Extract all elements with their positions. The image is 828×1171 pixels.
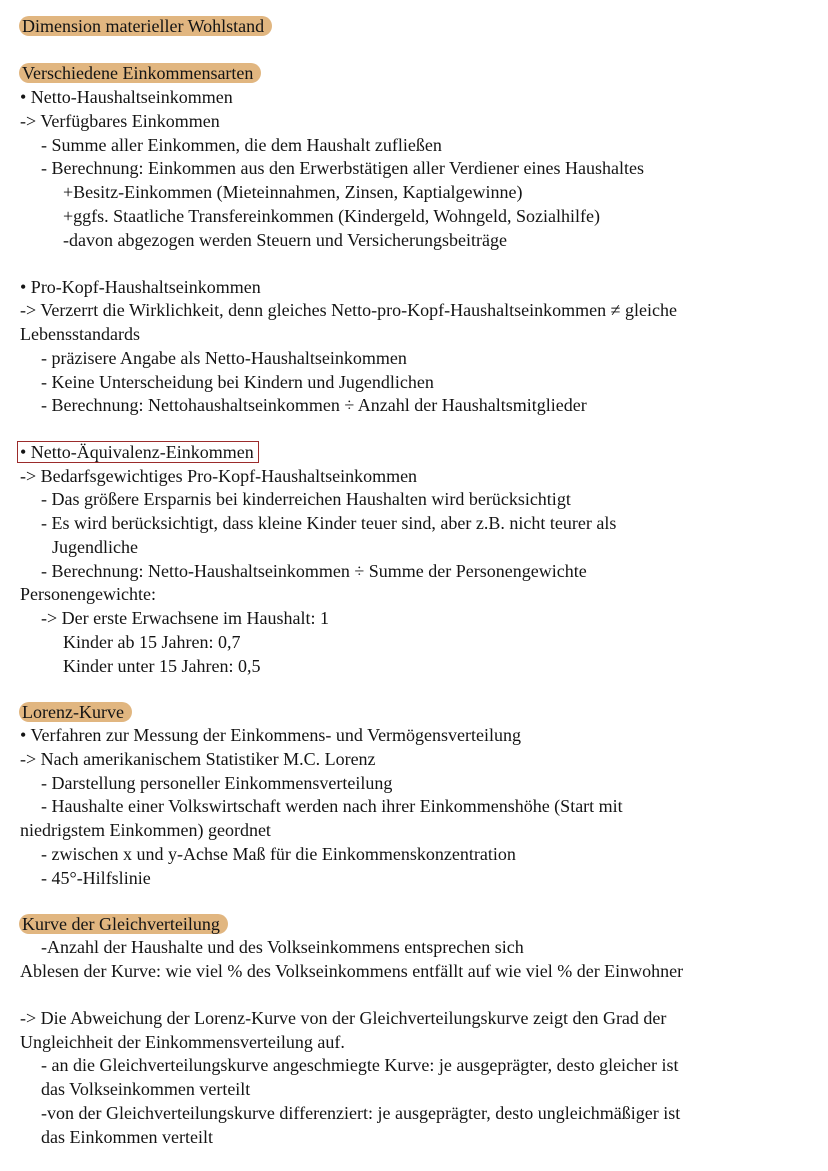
text-line: Ablesen der Kurve: wie viel % des Volkseinkommens entfällt auf wie viel % der Einwohner	[20, 961, 684, 981]
text-line: - Darstellung personeller Einkommensverteilung	[41, 773, 393, 793]
heading-highlight: Lorenz-Kurve	[19, 702, 132, 722]
text-line: Personengewichte:	[20, 584, 156, 604]
bullet-pro-kopf: • Pro-Kopf-Haushaltseinkommen	[20, 277, 261, 297]
heading-einkommensarten	[22, 62, 261, 84]
text-line: - Berechnung: Nettohaushaltseinkommen ÷ Anzahl der Haushaltsmitglieder	[41, 395, 587, 415]
text-line: das Einkommen verteilt	[41, 1127, 213, 1147]
text-line: -> Verzerrt die Wirklichkeit, denn gleiches Netto-pro-Kopf-Haushaltseinkommen ≠ gleiche	[20, 300, 677, 320]
text-line: -> Nach amerikanischem Statistiker M.C. Lorenz	[20, 749, 376, 769]
text-line: -davon abgezogen werden Steuern und Versicherungsbeiträge	[63, 230, 508, 250]
heading-highlight: Kurve der Gleichverteilung	[19, 914, 228, 934]
text-line: -von der Gleichverteilungskurve differenziert: je ausgeprägter, desto ungleichmäßiger ist	[41, 1103, 681, 1123]
text-line: Ungleichheit der Einkommensverteilung auf.	[20, 1032, 345, 1052]
text-line: niedrigstem Einkommen) geordnet	[20, 820, 271, 840]
text-line: Kinder unter 15 Jahren: 0,5	[63, 656, 261, 676]
text-line: - Das größere Ersparnis bei kinderreichen Haushalten wird berücksichtigt	[41, 489, 571, 509]
text-line: -Anzahl der Haushalte und des Volkseinkommens entsprechen sich	[41, 937, 524, 957]
bullet-netto-haushaltseinkommen: • Netto-Haushaltseinkommen	[20, 87, 233, 107]
text-line: - Haushalte einer Volkswirtschaft werden nach ihrer Einkommenshöhe (Start mit	[41, 796, 623, 816]
text-line: -> Die Abweichung der Lorenz-Kurve von der Gleichverteilungskurve zeigt den Grad der	[20, 1008, 667, 1028]
text-line: +Besitz-Einkommen (Mieteinnahmen, Zinsen, Kaptialgewinne)	[63, 182, 523, 202]
text-line: - Berechnung: Netto-Haushaltseinkommen ÷ Summe der Personengewichte	[41, 561, 587, 581]
text-line: - an die Gleichverteilungskurve angeschmiegte Kurve: je ausgeprägter, desto gleicher ist	[41, 1055, 679, 1075]
text-line: -> Bedarfsgewichtiges Pro-Kopf-Haushaltseinkommen	[20, 466, 418, 486]
text-line: - Keine Unterscheidung bei Kindern und Jugendlichen	[41, 372, 434, 392]
text-line: -> Der erste Erwachsene im Haushalt: 1	[41, 608, 330, 628]
text-line: Jugendliche	[52, 537, 138, 557]
text-line: Kinder ab 15 Jahren: 0,7	[63, 632, 241, 652]
text-line: +ggfs. Staatliche Transfereinkommen (Kindergeld, Wohngeld, Sozialhilfe)	[63, 206, 600, 226]
text-line: - zwischen x und y-Achse Maß für die Einkommenskonzentration	[41, 844, 516, 864]
bullet-verfahren: • Verfahren zur Messung der Einkommens- und Vermögensverteilung	[20, 725, 522, 745]
text-line: Lebensstandards	[20, 324, 140, 344]
text-line: - Es wird berücksichtigt, dass kleine Kinder teuer sind, aber z.B. nicht teurer als	[41, 513, 617, 533]
text-line: - Summe aller Einkommen, die dem Haushalt zufließen	[41, 135, 442, 155]
heading-gleichverteilung	[22, 913, 228, 935]
text-line: - Berechnung: Einkommen aus den Erwerbstätigen aller Verdiener eines Haushaltes	[41, 158, 644, 178]
boxed-term: • Netto-Äquivalenz-Einkommen	[17, 441, 259, 463]
text-line: das Volkseinkommen verteilt	[41, 1079, 251, 1099]
heading-dimension	[22, 15, 272, 37]
text-line: - 45°-Hilfslinie	[41, 868, 151, 888]
text-line: -> Verfügbares Einkommen	[20, 111, 220, 131]
text-line: - präzisere Angabe als Netto-Haushaltseinkommen	[41, 348, 407, 368]
bullet-netto-aequivalenz	[20, 441, 259, 463]
heading-highlight: Dimension materieller Wohlstand	[19, 16, 272, 36]
heading-lorenz-kurve	[22, 701, 132, 723]
heading-highlight: Verschiedene Einkommensarten	[19, 63, 261, 83]
